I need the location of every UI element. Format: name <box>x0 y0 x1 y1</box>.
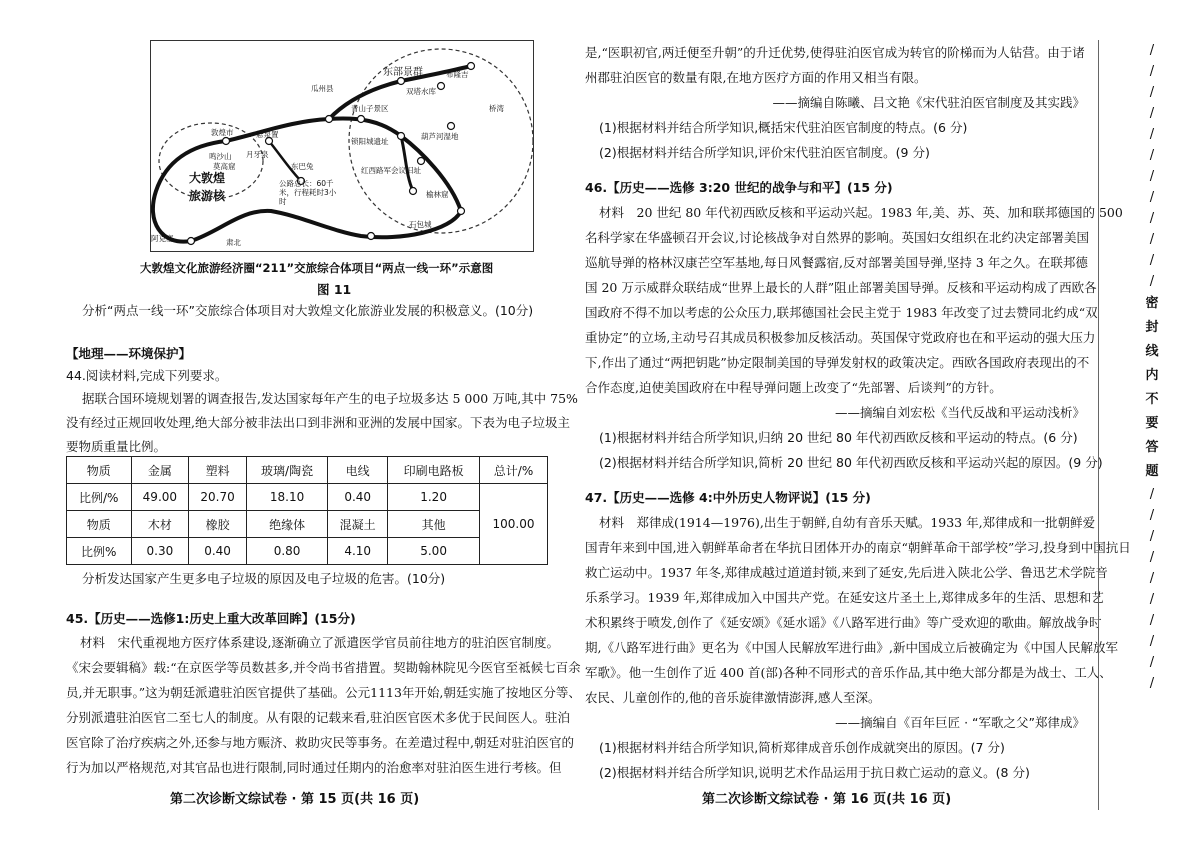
seal-slash: / <box>1149 148 1155 163</box>
seal-slash: / <box>1149 232 1155 247</box>
question-fig-ask: 分析“两点一线一环”交旅综合体项目对大敦煌文化旅游业发展的积极意义。(10分) <box>82 303 534 318</box>
map-place: 布隆吉 <box>446 70 469 79</box>
map-place: 鸣沙山 <box>209 152 232 161</box>
q44-material-line: 据联合国环境规划署的调查报告,发达国家每年产生的电子垃圾多达 5 000 万吨,其中 75% <box>82 391 578 406</box>
q45-title: 45.【历史——选修1:历史上重大改革回眸】(15分) <box>66 611 356 626</box>
map-place: 石包城 <box>409 220 432 229</box>
table-cell: 印刷电路板 <box>388 457 480 484</box>
q46-source: ——摘编自刘宏松《当代反战和平运动浅析》 <box>834 405 1085 420</box>
q47-line: 期,《八路军进行曲》更名为《中国人民解放军进行曲》,新中国成立后被确定为《中国人民解放军 <box>585 640 1118 655</box>
q47-line: 国青年来到中国,进入朝鲜革命者在华抗日团体开办的南京“朝鲜革命干部学校”学习,投身到中国抗日 <box>585 540 1131 555</box>
table-cell: 电线 <box>328 457 388 484</box>
q45-line: 材料 宋代重视地方医疗体系建设,逐渐确立了派遣医学官员前往地方的驻泊医官制度。 <box>80 635 559 650</box>
q45-ask-2: (2)根据材料并结合所学知识,评价宋代驻泊医官制度。(9 分) <box>599 145 930 160</box>
table-row <box>67 511 548 538</box>
q45-cont-line: 州郡驻泊医官的数量有限,在地方医疗方面的作用又相当有限。 <box>585 70 927 85</box>
map-place: 阿克塞 <box>151 234 174 243</box>
seal-slash: / <box>1149 127 1155 142</box>
q45-ask-1: (1)根据材料并结合所学知识,概括宋代驻泊医官制度的特点。(6 分) <box>599 120 968 135</box>
geo-section-header: 【地理——环境保护】 <box>66 346 192 361</box>
seal-slash: / <box>1149 106 1155 121</box>
table-cell: 49.00 <box>131 484 189 511</box>
seal-slash: / <box>1149 655 1155 670</box>
map-place: 瓜州县 <box>311 84 334 93</box>
q47-line: 军歌》。他一生创作了近 400 首(部)各种不同形式的音乐作品,其中绝大部分都是为战士、工人、 <box>585 665 1112 680</box>
seal-char: 封 <box>1145 320 1159 335</box>
q45-material <box>66 630 581 780</box>
seal-slash: / <box>1149 571 1155 586</box>
seal-char: 密 <box>1145 296 1159 311</box>
q44-material-line: 没有经过正规回收处理,绝大部分被非法出口到非洲和亚洲的发展中国家。下表为电子垃圾主 <box>66 415 570 430</box>
q45-line: 医官除了治疗疾病之外,还参与地方赈济、救助灾民等事务。在差遣过程中,朝廷对驻泊医官的 <box>66 735 574 750</box>
table-cell: 塑料 <box>189 457 247 484</box>
map-place: 桥湾 <box>489 104 504 113</box>
table-total: 100.00 <box>480 484 548 565</box>
table-cell: 18.10 <box>246 484 327 511</box>
q46-line: 重协定”的立场,主动号召其成员积极参加反核活动。英国保守党政府也在和平运动的强大压力 <box>585 330 1096 345</box>
seal-slash: / <box>1149 508 1155 523</box>
table-cell: 金属 <box>131 457 189 484</box>
figure-label: 图 11 <box>317 282 352 297</box>
seal-margin <box>1135 40 1169 691</box>
map-label-east: 东部景群 <box>383 67 423 78</box>
table-cell: 0.30 <box>131 538 189 565</box>
q46-line: 材料 20 世纪 80 年代初西欧反核和平运动兴起。1983 年,美、苏、英、加和联邦德国的 500 <box>599 205 1123 220</box>
q44-title: 44.阅读材料,完成下列要求。 <box>66 368 228 383</box>
right-page <box>585 40 1131 785</box>
e-waste-table <box>66 456 548 565</box>
q46-ask-2: (2)根据材料并结合所学知识,简析 20 世纪 80 年代初西欧反核和平运动兴起的原因。(9 分) <box>599 455 1103 470</box>
q46-line: 合作态度,迫使美国政府在中程导弹问题上改变了“先部署、后谈判”的方针。 <box>585 380 1002 395</box>
table-cell: 其他 <box>388 511 480 538</box>
map-place: 莫高窟 <box>213 162 236 171</box>
seal-char: 线 <box>1145 344 1159 359</box>
table-cell: 绝缘体 <box>246 511 327 538</box>
table-cell: 玻璃/陶瓷 <box>246 457 327 484</box>
table-cell: 橡胶 <box>189 511 247 538</box>
table-row <box>67 538 548 565</box>
q47-source: ——摘编自《百年巨匠 · “军歌之父”郑律成》 <box>835 715 1085 730</box>
table-cell: 1.20 <box>388 484 480 511</box>
q46-line: 名科学家在华盛顿召开会议,讨论核战争对自然界的影响。英国妇女组织在北约决定部署美国 <box>585 230 1089 245</box>
q44-material-line: 要物质重量比例。 <box>66 439 167 454</box>
binding-line <box>1098 40 1099 810</box>
map-place: 双塔水库 <box>406 87 436 96</box>
q47-line: 材料 郑律成(1914—1976),出生于朝鲜,自幼有音乐天赋。1933 年,郑律成和一批朝鲜爱 <box>599 515 1096 530</box>
q47-line: 乐系学习。1939 年,郑律成加入中国共产党。在延安这片圣土上,郑律成多年的生活、思想和艺 <box>585 590 1104 605</box>
seal-char: 内 <box>1145 368 1159 383</box>
q47-line: 救亡运动中。1937 年冬,郑律成越过道道封锁,来到了延安,先后进入陕北公学、鲁迅艺术学院音 <box>585 565 1108 580</box>
q46-title: 46.【历史——选修 3:20 世纪的战争与和平】(15 分) <box>585 180 893 195</box>
table-cell: 比例% <box>67 538 132 565</box>
q45-source: ——摘编自陈曦、吕文艳《宋代驻泊医官制度及其实践》 <box>772 95 1085 110</box>
seal-slash: / <box>1149 592 1155 607</box>
q44-ask: 分析发达国家产生更多电子垃圾的原因及电子垃圾的危害。(10分) <box>82 571 446 586</box>
seal-char: 要 <box>1145 416 1159 431</box>
tourism-route-map <box>150 40 534 252</box>
q47-line: 术积累终于喷发,创作了《延安颂》《延水谣》《八路军进行曲》等广受欢迎的歌曲。解放战争时 <box>585 615 1102 630</box>
q46-line: 下,作出了通过“两把钥匙”协定限制美国的导弹发射权的政策决定。西欧各国政府表现出的不 <box>585 355 1090 370</box>
q46-line: 国政府不得不加以考虑的公众压力,联邦德国社会民主党于 1983 年改变了过去赞同北约成“双 <box>585 305 1098 320</box>
seal-slash: / <box>1149 487 1155 502</box>
q47-ask-1: (1)根据材料并结合所学知识,简析郑律成音乐创作成就突出的原因。(7 分) <box>599 740 1005 755</box>
right-page-footer: 第二次诊断文综试卷 · 第 16 页(共 16 页) <box>702 792 952 807</box>
map-place: 肃北 <box>226 238 241 247</box>
table-cell: 混凝土 <box>328 511 388 538</box>
seal-slash: / <box>1149 550 1155 565</box>
table-row <box>67 484 548 511</box>
q45-line: 员,并无职事。”这为朝廷派遣驻泊医官提供了基础。公元1113年开始,朝廷实施了按地区分等、 <box>66 685 581 700</box>
map-place: 红西路军会议旧址 <box>361 166 421 175</box>
seal-slash: / <box>1149 613 1155 628</box>
q47-ask-2: (2)根据材料并结合所学知识,说明艺术作品运用于抗日救亡运动的意义。(8 分) <box>599 765 1030 780</box>
seal-slash: / <box>1149 211 1155 226</box>
q46-line: 国 20 万示威群众联结成“世界上最长的人群”阻止部署美国导弹。反核和平运动构成了西欧各 <box>585 280 1097 295</box>
q46-line: 巡航导弹的格林汉康芒空军基地,每日风餐露宿,反对部署美国导弹,坚持 3 年之久。在联邦德 <box>585 255 1088 270</box>
seal-char: 不 <box>1145 392 1159 407</box>
map-place: 悬泉置 <box>256 130 279 139</box>
table-cell: 物质 <box>67 511 132 538</box>
q46-ask-1: (1)根据材料并结合所学知识,归纳 20 世纪 80 年代初西欧反核和平运动的特点。(6 分) <box>599 430 1078 445</box>
q45-cont-line: 是,“医职初官,两迁便至升朝”的升迁优势,使得驻泊医官成为转官的阶梯而为人钻营。由于诸 <box>585 45 1085 60</box>
map-place: 敦煌市 <box>211 128 234 137</box>
map-place: 青山子景区 <box>351 104 389 113</box>
table-cell: 比例/% <box>67 484 132 511</box>
table-cell: 5.00 <box>388 538 480 565</box>
map-core-label-1: 大敦煌 <box>189 171 226 185</box>
map-place: 东巴兔 <box>291 162 314 171</box>
map-drawing <box>151 41 533 251</box>
table-cell: 总计/% <box>480 457 548 484</box>
table-cell: 木材 <box>131 511 189 538</box>
left-page-footer: 第二次诊断文综试卷 · 第 15 页(共 16 页) <box>170 792 420 807</box>
seal-slash: / <box>1149 253 1155 268</box>
q45-line: 分别派遣驻泊医官二至七人的制度。从有限的记载来看,驻泊医官医术多优于民间医人。驻泊 <box>66 710 570 725</box>
q45-line: 《宋会要辑稿》载:“在京医学等员数甚多,并令尚书省措置。契勘翰林院见今医官至祗候七百余 <box>66 660 581 675</box>
seal-slash: / <box>1149 190 1155 205</box>
seal-slash: / <box>1149 676 1155 691</box>
map-place: 月牙泉 <box>246 150 269 159</box>
seal-char: 题 <box>1145 464 1159 479</box>
table-cell: 物质 <box>67 457 132 484</box>
seal-slash: / <box>1149 43 1155 58</box>
table-cell: 0.40 <box>328 484 388 511</box>
seal-slash: / <box>1149 634 1155 649</box>
table-cell: 20.70 <box>189 484 247 511</box>
table-row <box>67 457 548 484</box>
map-core-label-2: 旅游核 <box>189 189 226 203</box>
seal-slash: / <box>1149 529 1155 544</box>
seal-slash: / <box>1149 64 1155 79</box>
seal-slash: / <box>1149 169 1155 184</box>
table-cell: 0.40 <box>189 538 247 565</box>
q47-title: 47.【历史——选修 4:中外历史人物评说】(15 分) <box>585 490 871 505</box>
q47-line: 农民、儿童创作的,他的音乐旋律激情澎湃,感人至深。 <box>585 690 881 705</box>
seal-char: 答 <box>1145 440 1159 455</box>
map-place: 锁阳城遗址 <box>351 137 389 146</box>
table-cell: 4.10 <box>328 538 388 565</box>
seal-slash: / <box>1149 274 1155 289</box>
map-place: 葫芦河湿地 <box>421 132 459 141</box>
table-cell: 0.80 <box>246 538 327 565</box>
map-place: 榆林窟 <box>426 190 449 199</box>
map-caption: 大敦煌文化旅游经济圈“211”交旅综合体项目“两点一线一环”示意图 <box>140 261 494 275</box>
seal-slash: / <box>1149 85 1155 100</box>
map-road-note: 公路总长：60千米，行程耗时3小时 <box>279 179 337 206</box>
q45-line: 行为加以严格规范,对其官品也进行限制,同时通过任期内的治愈率对驻泊医生进行考核。但 <box>66 760 562 775</box>
